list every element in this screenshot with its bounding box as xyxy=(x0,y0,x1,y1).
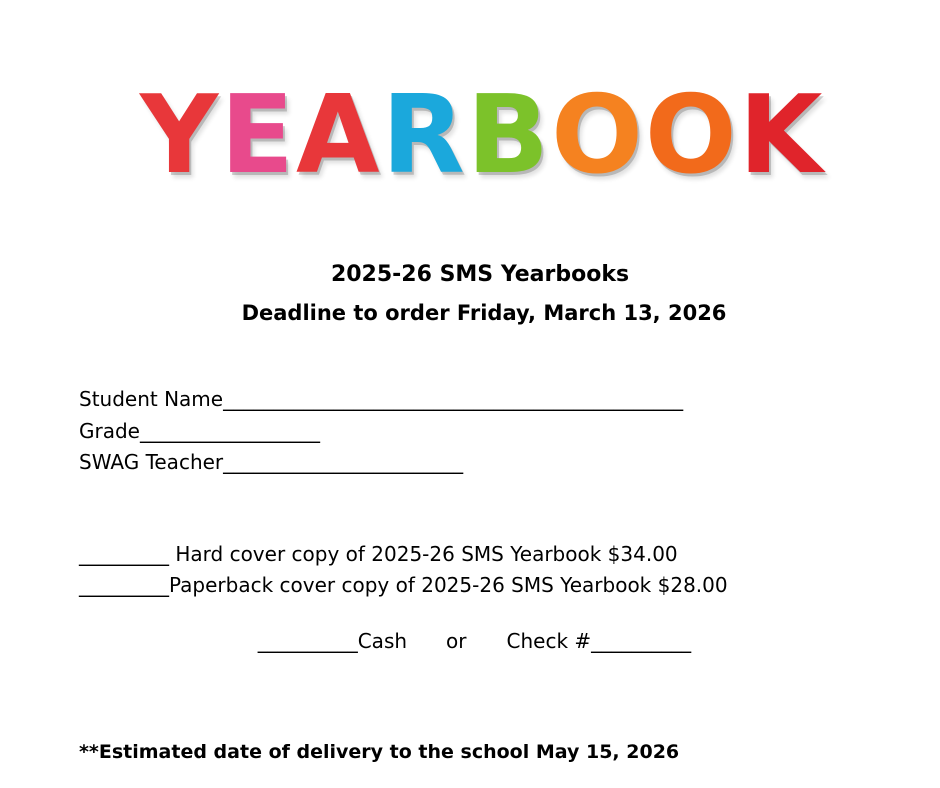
grade-field[interactable]: Grade__________________ xyxy=(79,419,320,443)
logo-letter-o1: O xyxy=(551,73,643,198)
delivery-note: **Estimated date of delivery to the school May 15, 2026 xyxy=(79,741,680,763)
logo-letter-o2: O xyxy=(644,73,737,198)
payment-method-row xyxy=(245,605,691,653)
logo-letter-b: B xyxy=(466,73,550,198)
logo-letter-k: K xyxy=(738,73,823,198)
cash-option[interactable]: __________Cash xyxy=(257,629,408,653)
order-deadline: Deadline to order Friday, March 13, 2026 xyxy=(241,301,727,325)
paperback-option[interactable]: _________Paperback cover copy of 2025-26 SMS Yearbook $28.00 xyxy=(79,573,728,597)
logo-letter-e: E xyxy=(220,73,294,198)
check-option[interactable]: Check #__________ xyxy=(506,629,692,653)
logo-letter-y: Y xyxy=(140,73,219,198)
swag-teacher-field[interactable]: SWAG Teacher________________________ xyxy=(79,450,464,474)
hardcover-option[interactable]: _________ Hard cover copy of 2025-26 SMS Yearbook $34.00 xyxy=(79,542,678,566)
logo-letter-a: A xyxy=(296,73,380,198)
student-name-field[interactable]: Student Name______________________________________________ xyxy=(79,387,684,411)
yearbook-logo xyxy=(140,70,823,198)
page-title: 2025-26 SMS Yearbooks xyxy=(330,262,630,287)
payment-or-label: or xyxy=(446,629,467,653)
logo-letter-r: R xyxy=(381,73,465,198)
